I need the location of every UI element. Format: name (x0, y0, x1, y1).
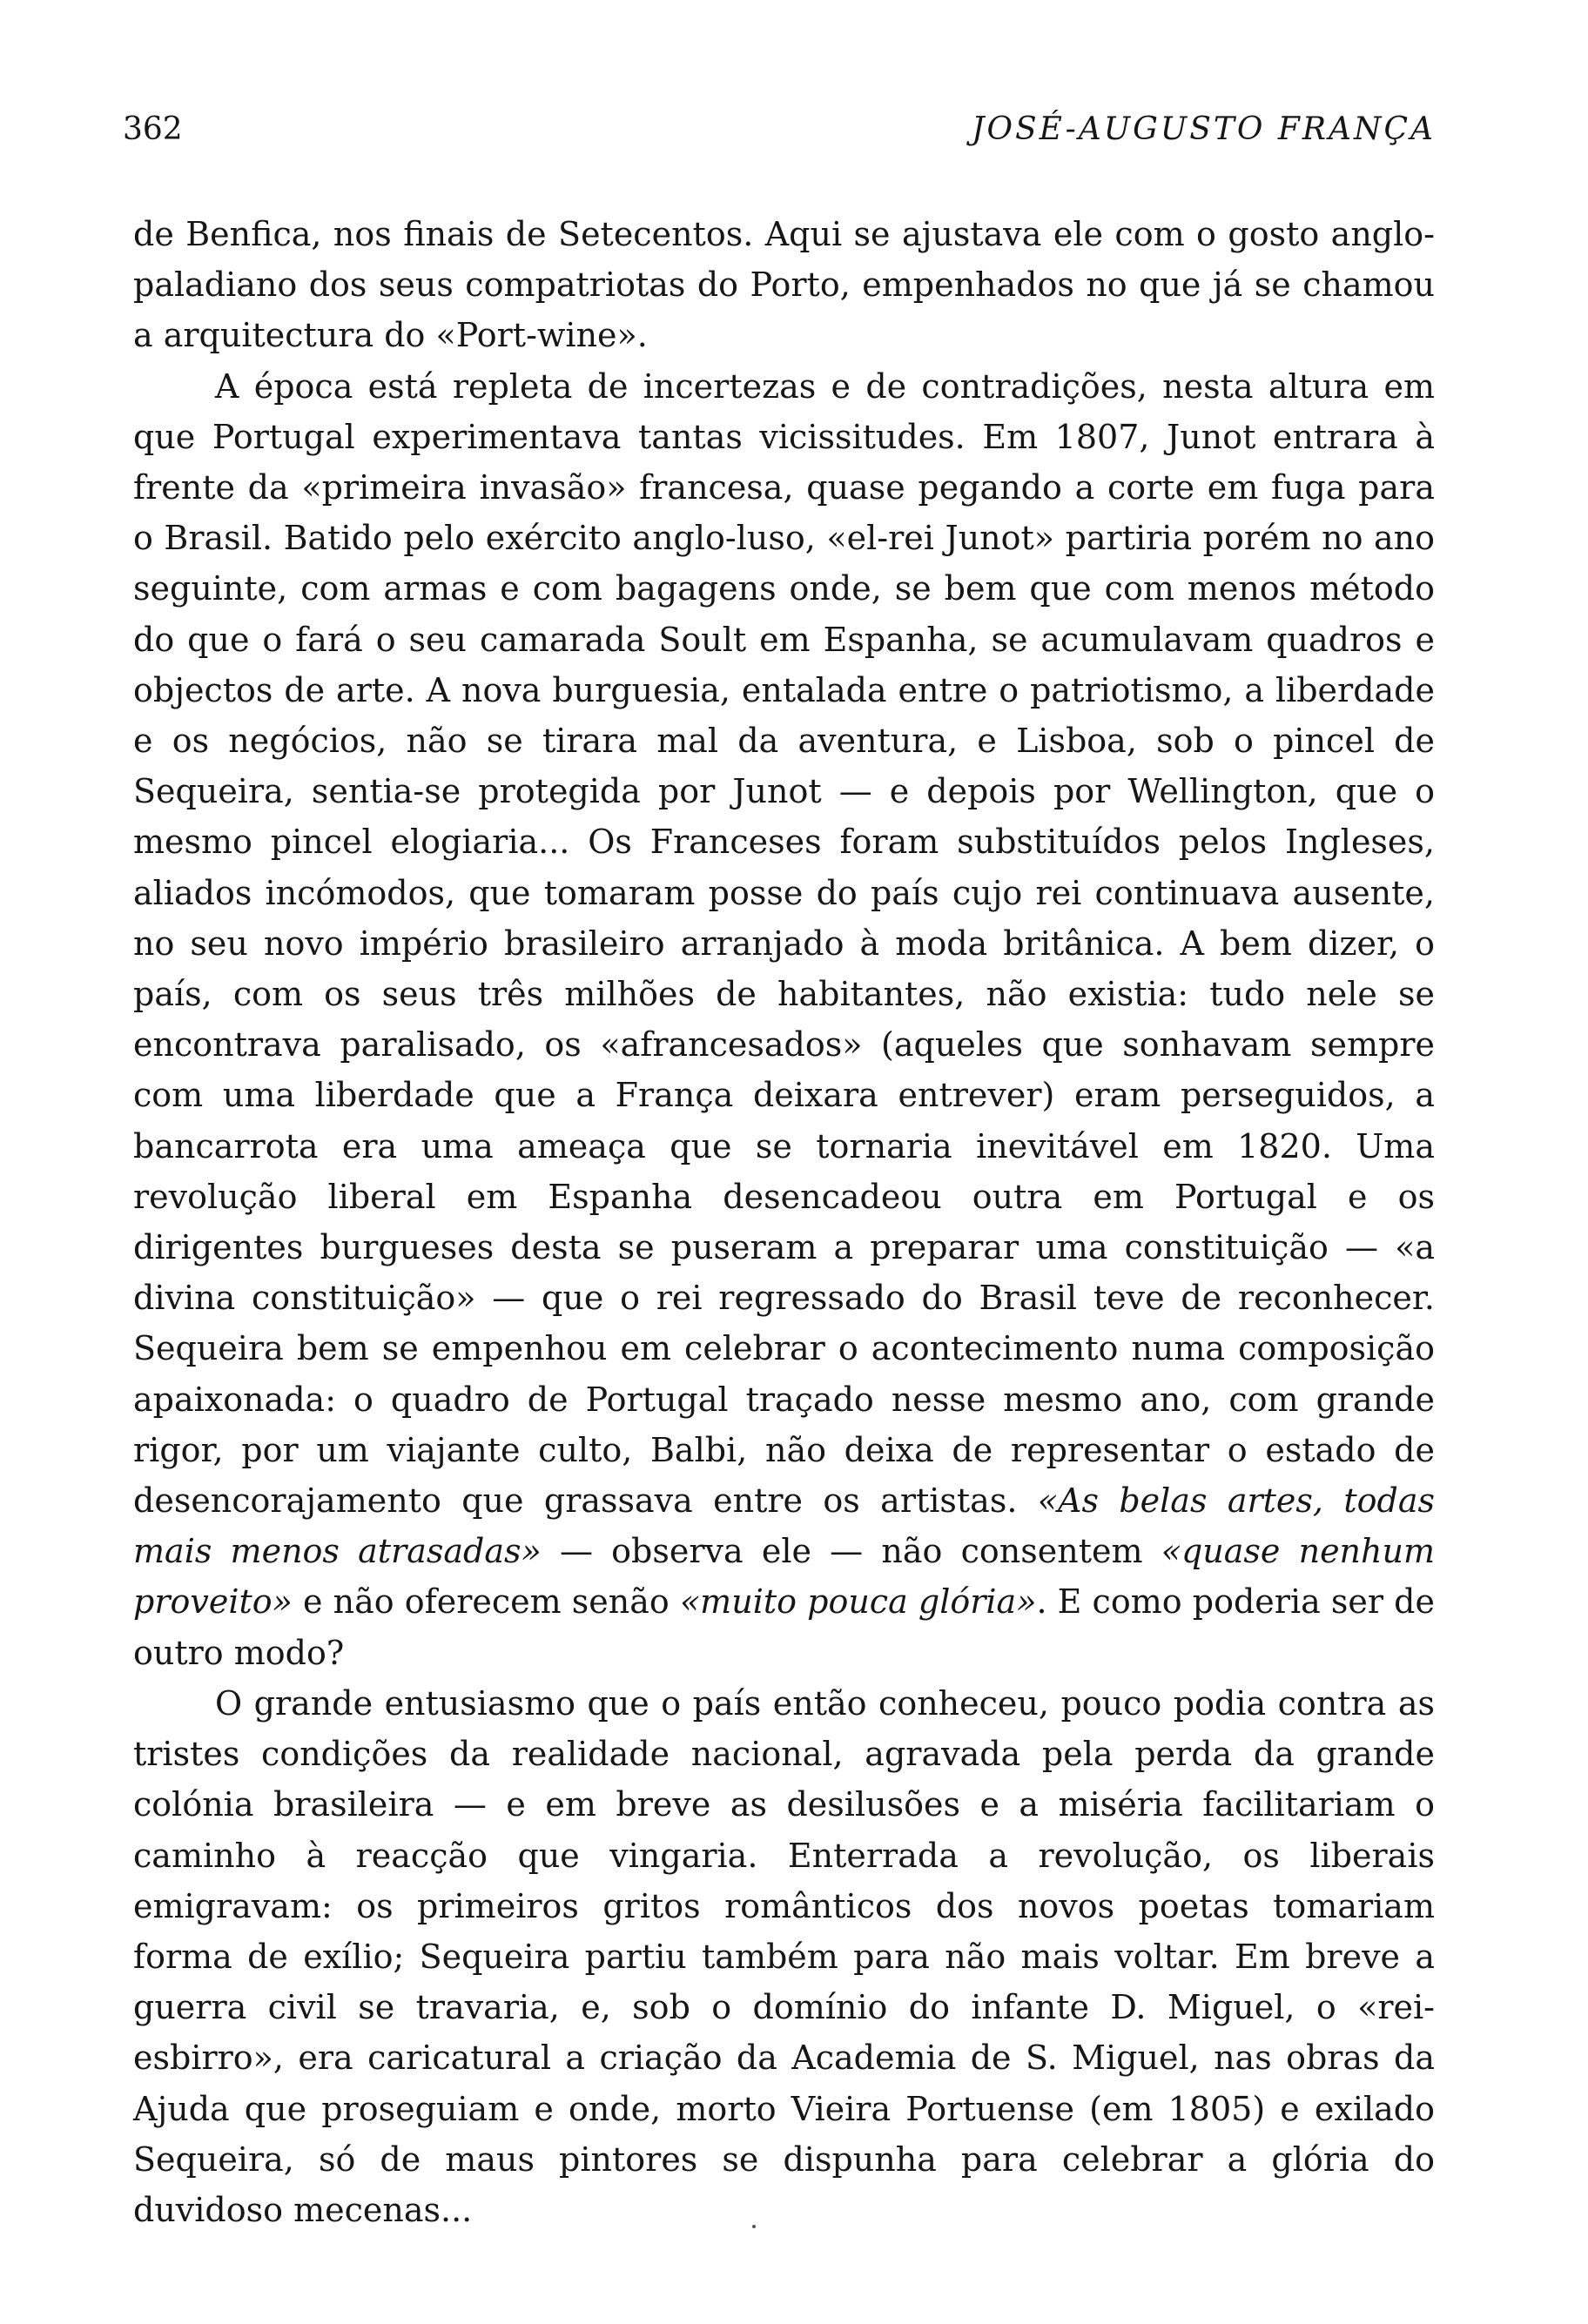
text-segment: . E como poderia ser de outro modo? (133, 1582, 1435, 1672)
italic-quote: «As belas artes, todas mais menos atrasadas» (133, 1481, 1435, 1571)
text-segment: — observa ele — não consentem (541, 1532, 1161, 1571)
body-text (133, 209, 1435, 2235)
text-segment: de Benfica, nos finais de Setecentos. Aqui se ajustava ele com o gosto anglo-paladiano dos seus compatriotas do Porto, empenhados no que já se chamou a arquitectura do «Port-wine». (133, 215, 1435, 355)
page-number: 362 (123, 111, 183, 147)
paragraph (133, 361, 1435, 1678)
text-segment: e não oferecem senão (292, 1582, 680, 1622)
italic-quote: «muito pouca glória» (679, 1582, 1037, 1622)
text-segment: O grande entusiasmo que o país então conheceu, pouco podia contra as tristes condições da realidade nacional, agravada pela perda da grande colónia brasileira — e em breve as desilusões e a miséria facilitariam o caminho à reacção que vingaria. Enterrada a revolução, os liberais emigravam: os primeiros gritos românticos dos novos poetas tomariam forma de exílio; Sequeira partiu também para não mais voltar. Em breve a guerra civil se travaria, e, sob o domínio do infante D. Miguel, o «rei-esbirro», era caricatural a criação da Academia de S. Miguel, nas obras da Ajuda que proseguiam e onde, morto Vieira Portuense (em 1805) e exilado Sequeira, só de maus pintores se dispunha para celebrar a glória do duvidoso mecenas... (133, 1683, 1435, 2229)
italic-quote: «quase nenhum proveito» (133, 1532, 1436, 1622)
paragraph (133, 209, 1435, 361)
printer-mark (752, 2225, 756, 2228)
running-head (123, 111, 1436, 164)
paragraph (133, 1678, 1435, 2235)
running-title-author: JOSÉ-AUGUSTO FRANÇA (972, 111, 1436, 147)
text-segment: A época está repleta de incertezas e de contradições, nesta altura em que Portugal experimentava tantas vicissitudes. Em 1807, Junot entrara à frente da «primeira invasão» francesa, quase pegando a corte em fuga para o Brasil. Batido pelo exército anglo-luso, «el-rei Junot» partiria porém no ano seguinte, com armas e com bagagens onde, se bem que com menos método do que o fará o seu camarada Soult em Espanha, se acumulavam quadros e objectos de arte. A nova burguesia, entalada entre o patriotismo, a liberdade e os negócios, não se tirara mal da aventura, e Lisboa, sob o pincel de Sequeira, sentia-se protegida por Junot — e depois por Wellington, que o mesmo pincel elogiaria... Os Franceses foram substituídos pelos Ingleses, aliados incómodos, que tomaram posse do país cujo rei continuava ausente, no seu novo império brasileiro arranjado à moda britânica. A bem dizer, o país, com os seus três milhões de habitantes, não existia: tudo nele se encontrava paralisado, os «afrancesados» (aqueles que sonhavam sempre com uma liberdade que a França deixara entrever) eram perseguidos, a bancarrota era uma ameaça que se tornaria inevitável em 1820. Uma revolução liberal em Espanha desencadeou outra em Portugal e os dirigentes burgueses desta se puseram a preparar uma constituição — «a divina constituição» — que o rei regressado do Brasil teve de reconhecer. Sequeira bem se empenhou em celebrar o acontecimento numa composição apaixonada: o quadro de Portugal traçado nesse mesmo ano, com grande rigor, por um viajante culto, Balbi, não deixa de representar o estado de desencorajamento que grassava entre os artistas. (133, 366, 1435, 1521)
